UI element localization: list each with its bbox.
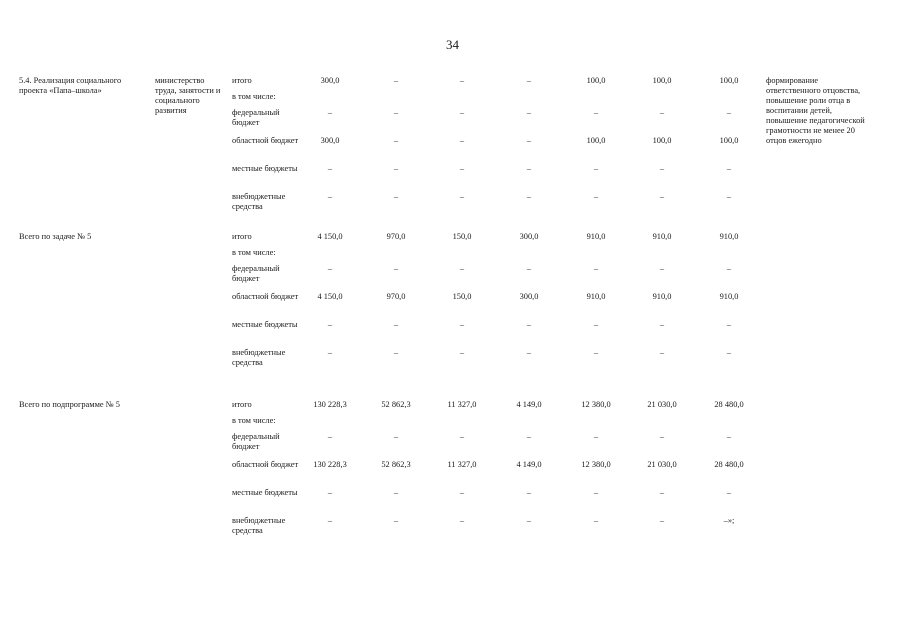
cell-value: – xyxy=(327,164,333,173)
cell-value: 28 480,0 xyxy=(714,460,744,469)
cell-value: – xyxy=(726,164,732,173)
cell-value: – xyxy=(593,264,599,273)
cell-value: – xyxy=(459,488,465,497)
cell-value: – xyxy=(393,348,399,357)
cell-value: – xyxy=(327,320,333,329)
cell-value: 100,0 xyxy=(586,136,606,145)
cell-value: 150,0 xyxy=(452,292,472,301)
cell-value: – xyxy=(327,432,333,441)
funding-source-label: итого xyxy=(232,400,252,409)
cell-value: 4 150,0 xyxy=(317,232,343,241)
cell-value: – xyxy=(726,264,732,273)
cell-value: 12 380,0 xyxy=(581,400,611,409)
cell-value: 970,0 xyxy=(386,292,406,301)
cell-value: – xyxy=(393,488,399,497)
expected-result: формирование ответственного отцовства, повышение роли отца в воспитании детей, повышение педагогической грамотности не менее 20 отцов ежегодно xyxy=(766,76,865,145)
cell-value: 910,0 xyxy=(719,232,739,241)
cell-value: – xyxy=(393,136,399,145)
cell-value: – xyxy=(327,516,333,525)
cell-value: – xyxy=(593,320,599,329)
cell-value: 100,0 xyxy=(652,76,672,85)
cell-value: – xyxy=(659,264,665,273)
cell-value: – xyxy=(593,192,599,201)
funding-source-label: федеральный бюджет xyxy=(232,432,280,451)
cell-value: – xyxy=(393,108,399,117)
cell-value: – xyxy=(327,488,333,497)
cell-value: 910,0 xyxy=(586,292,606,301)
cell-value: – xyxy=(459,516,465,525)
cell-value: 300,0 xyxy=(320,76,340,85)
row-group-name: Всего по задаче № 5 xyxy=(19,232,92,241)
cell-value: 21 030,0 xyxy=(647,400,677,409)
funding-source-label: местные бюджеты xyxy=(232,488,298,497)
cell-value: 4 149,0 xyxy=(516,460,542,469)
row-group-name: Всего по подпрограмме № 5 xyxy=(19,400,120,409)
cell-value: – xyxy=(659,348,665,357)
cell-value: 300,0 xyxy=(519,232,539,241)
cell-value: – xyxy=(526,192,532,201)
funding-source-label: итого xyxy=(232,232,252,241)
cell-value: – xyxy=(393,76,399,85)
cell-value: 300,0 xyxy=(320,136,340,145)
cell-value: 100,0 xyxy=(586,76,606,85)
cell-value: – xyxy=(593,432,599,441)
cell-value: – xyxy=(593,348,599,357)
cell-value: – xyxy=(659,108,665,117)
funding-source-label: местные бюджеты xyxy=(232,164,298,173)
funding-source-label: в том числе: xyxy=(232,416,276,425)
cell-value: – xyxy=(526,76,532,85)
cell-value: – xyxy=(327,264,333,273)
cell-value: – xyxy=(459,108,465,117)
funding-source-label: итого xyxy=(232,76,252,85)
cell-value: – xyxy=(726,192,732,201)
cell-value: – xyxy=(659,516,665,525)
cell-value: – xyxy=(393,432,399,441)
cell-value: 970,0 xyxy=(386,232,406,241)
cell-value: – xyxy=(393,516,399,525)
cell-value: 21 030,0 xyxy=(647,460,677,469)
cell-value: – xyxy=(393,320,399,329)
cell-value: – xyxy=(659,164,665,173)
cell-value: 52 862,3 xyxy=(381,400,411,409)
cell-value: 910,0 xyxy=(652,292,672,301)
cell-value: – xyxy=(393,264,399,273)
funding-source-label: областной бюджет xyxy=(232,136,299,145)
cell-value: 11 327,0 xyxy=(447,400,477,409)
cell-value: 28 480,0 xyxy=(714,400,744,409)
cell-value: 300,0 xyxy=(519,292,539,301)
funding-source-label: в том числе: xyxy=(232,248,276,257)
cell-value: 11 327,0 xyxy=(447,460,477,469)
cell-value: – xyxy=(459,264,465,273)
funding-source-label: внебюджетные средства xyxy=(232,516,286,535)
cell-value: –»; xyxy=(723,516,735,525)
cell-value: 100,0 xyxy=(652,136,672,145)
funding-source-label: областной бюджет xyxy=(232,292,299,301)
cell-value: 4 150,0 xyxy=(317,292,343,301)
cell-value: – xyxy=(726,488,732,497)
cell-value: – xyxy=(459,76,465,85)
cell-value: – xyxy=(526,432,532,441)
cell-value: 150,0 xyxy=(452,232,472,241)
page-number: 34 xyxy=(446,37,459,52)
cell-value: – xyxy=(393,164,399,173)
cell-value: – xyxy=(459,432,465,441)
cell-value: 52 862,3 xyxy=(381,460,411,469)
cell-value: – xyxy=(327,348,333,357)
row-group-name: 5.4. Реализация социального проекта «Папа–школа» xyxy=(19,76,122,95)
cell-value: – xyxy=(659,488,665,497)
cell-value: – xyxy=(726,108,732,117)
cell-value: – xyxy=(726,432,732,441)
cell-value: – xyxy=(459,192,465,201)
cell-value: – xyxy=(526,136,532,145)
cell-value: 910,0 xyxy=(719,292,739,301)
cell-value: – xyxy=(526,320,532,329)
cell-value: 130 228,3 xyxy=(313,460,347,469)
executor: министерство труда, занятости и социального развития xyxy=(155,76,221,115)
cell-value: 910,0 xyxy=(586,232,606,241)
cell-value: – xyxy=(526,516,532,525)
cell-value: – xyxy=(593,164,599,173)
cell-value: 100,0 xyxy=(719,136,739,145)
funding-source-label: федеральный бюджет xyxy=(232,264,280,283)
cell-value: – xyxy=(526,488,532,497)
cell-value: 12 380,0 xyxy=(581,460,611,469)
cell-value: – xyxy=(393,192,399,201)
cell-value: – xyxy=(593,108,599,117)
cell-value: 100,0 xyxy=(719,76,739,85)
cell-value: – xyxy=(659,432,665,441)
cell-value: – xyxy=(726,320,732,329)
cell-value: – xyxy=(726,348,732,357)
cell-value: – xyxy=(526,264,532,273)
cell-value: – xyxy=(327,108,333,117)
funding-source-label: в том числе: xyxy=(232,92,276,101)
funding-source-label: областной бюджет xyxy=(232,460,299,469)
cell-value: – xyxy=(593,488,599,497)
cell-value: – xyxy=(526,108,532,117)
cell-value: – xyxy=(526,348,532,357)
cell-value: – xyxy=(659,192,665,201)
cell-value: 130 228,3 xyxy=(313,400,347,409)
cell-value: – xyxy=(459,348,465,357)
funding-source-label: федеральный бюджет xyxy=(232,108,280,127)
funding-source-label: внебюджетные средства xyxy=(232,348,286,367)
cell-value: – xyxy=(659,320,665,329)
cell-value: 4 149,0 xyxy=(516,400,542,409)
funding-source-label: местные бюджеты xyxy=(232,320,298,329)
cell-value: 910,0 xyxy=(652,232,672,241)
funding-source-label: внебюджетные средства xyxy=(232,192,286,211)
cell-value: – xyxy=(459,136,465,145)
cell-value: – xyxy=(327,192,333,201)
cell-value: – xyxy=(526,164,532,173)
cell-value: – xyxy=(459,164,465,173)
cell-value: – xyxy=(459,320,465,329)
cell-value: – xyxy=(593,516,599,525)
